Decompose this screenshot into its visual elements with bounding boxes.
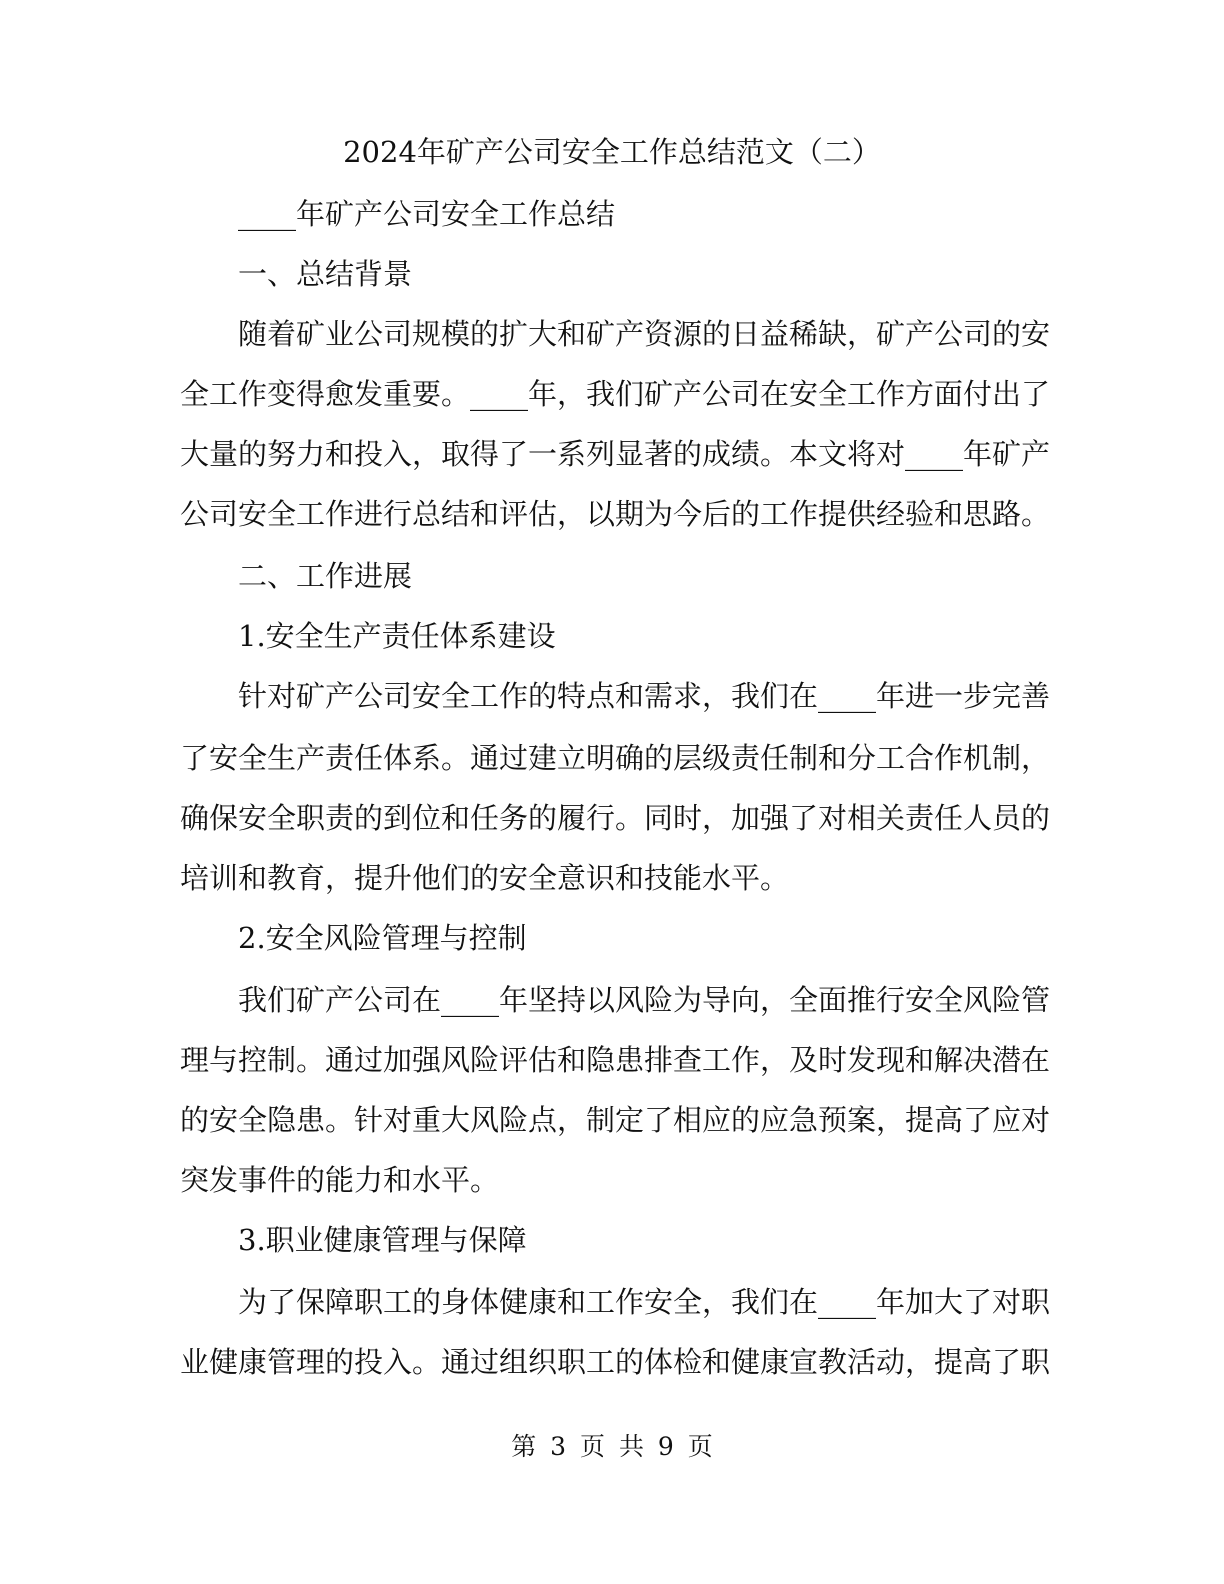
paragraph-line: 针对矿产公司安全工作的特点和需求，我们在____年进一步完善 [238,679,1051,713]
paragraph-line: 确保安全职责的到位和任务的履行。同时，加强了对相关责任人员的 [180,801,1051,835]
paragraph-line: 全工作变得愈发重要。____年，我们矿产公司在安全工作方面付出了 [180,377,1051,411]
document-title: 2024年矿产公司安全工作总结范文（二） [343,135,881,169]
item-heading-risk: 2.安全风险管理与控制 [238,921,527,955]
document-subtitle: ____年矿产公司安全工作总结 [238,197,616,231]
section-heading-progress: 二、工作进展 [238,559,413,593]
paragraph-line: 业健康管理的投入。通过组织职工的体检和健康宣教活动，提高了职 [180,1345,1051,1379]
paragraph-line: 突发事件的能力和水平。 [180,1163,500,1197]
item-heading-health: 3.职业健康管理与保障 [238,1223,527,1257]
paragraph-line: 公司安全工作进行总结和评估，以期为今后的工作提供经验和思路。 [180,497,1051,531]
paragraph-line: 随着矿业公司规模的扩大和矿产资源的日益稀缺，矿产公司的安 [238,317,1051,351]
paragraph-line: 培训和教育，提升他们的安全意识和技能水平。 [180,861,790,895]
page-number-footer: 第 3 页 共 9 页 [511,1432,713,1461]
paragraph-line: 大量的努力和投入，取得了一系列显著的成绩。本文将对____年矿产 [180,437,1051,471]
item-heading-responsibility: 1.安全生产责任体系建设 [238,619,556,653]
paragraph-line: 了安全生产责任体系。通过建立明确的层级责任制和分工合作机制， [180,741,1051,775]
paragraph-line: 我们矿产公司在____年坚持以风险为导向，全面推行安全风险管 [238,983,1051,1017]
section-heading-background: 一、总结背景 [238,257,413,291]
paragraph-line: 的安全隐患。针对重大风险点，制定了相应的应急预案，提高了应对 [180,1103,1051,1137]
paragraph-line: 理与控制。通过加强风险评估和隐患排查工作，及时发现和解决潜在 [180,1043,1051,1077]
paragraph-line: 为了保障职工的身体健康和工作安全，我们在____年加大了对职 [238,1285,1051,1319]
